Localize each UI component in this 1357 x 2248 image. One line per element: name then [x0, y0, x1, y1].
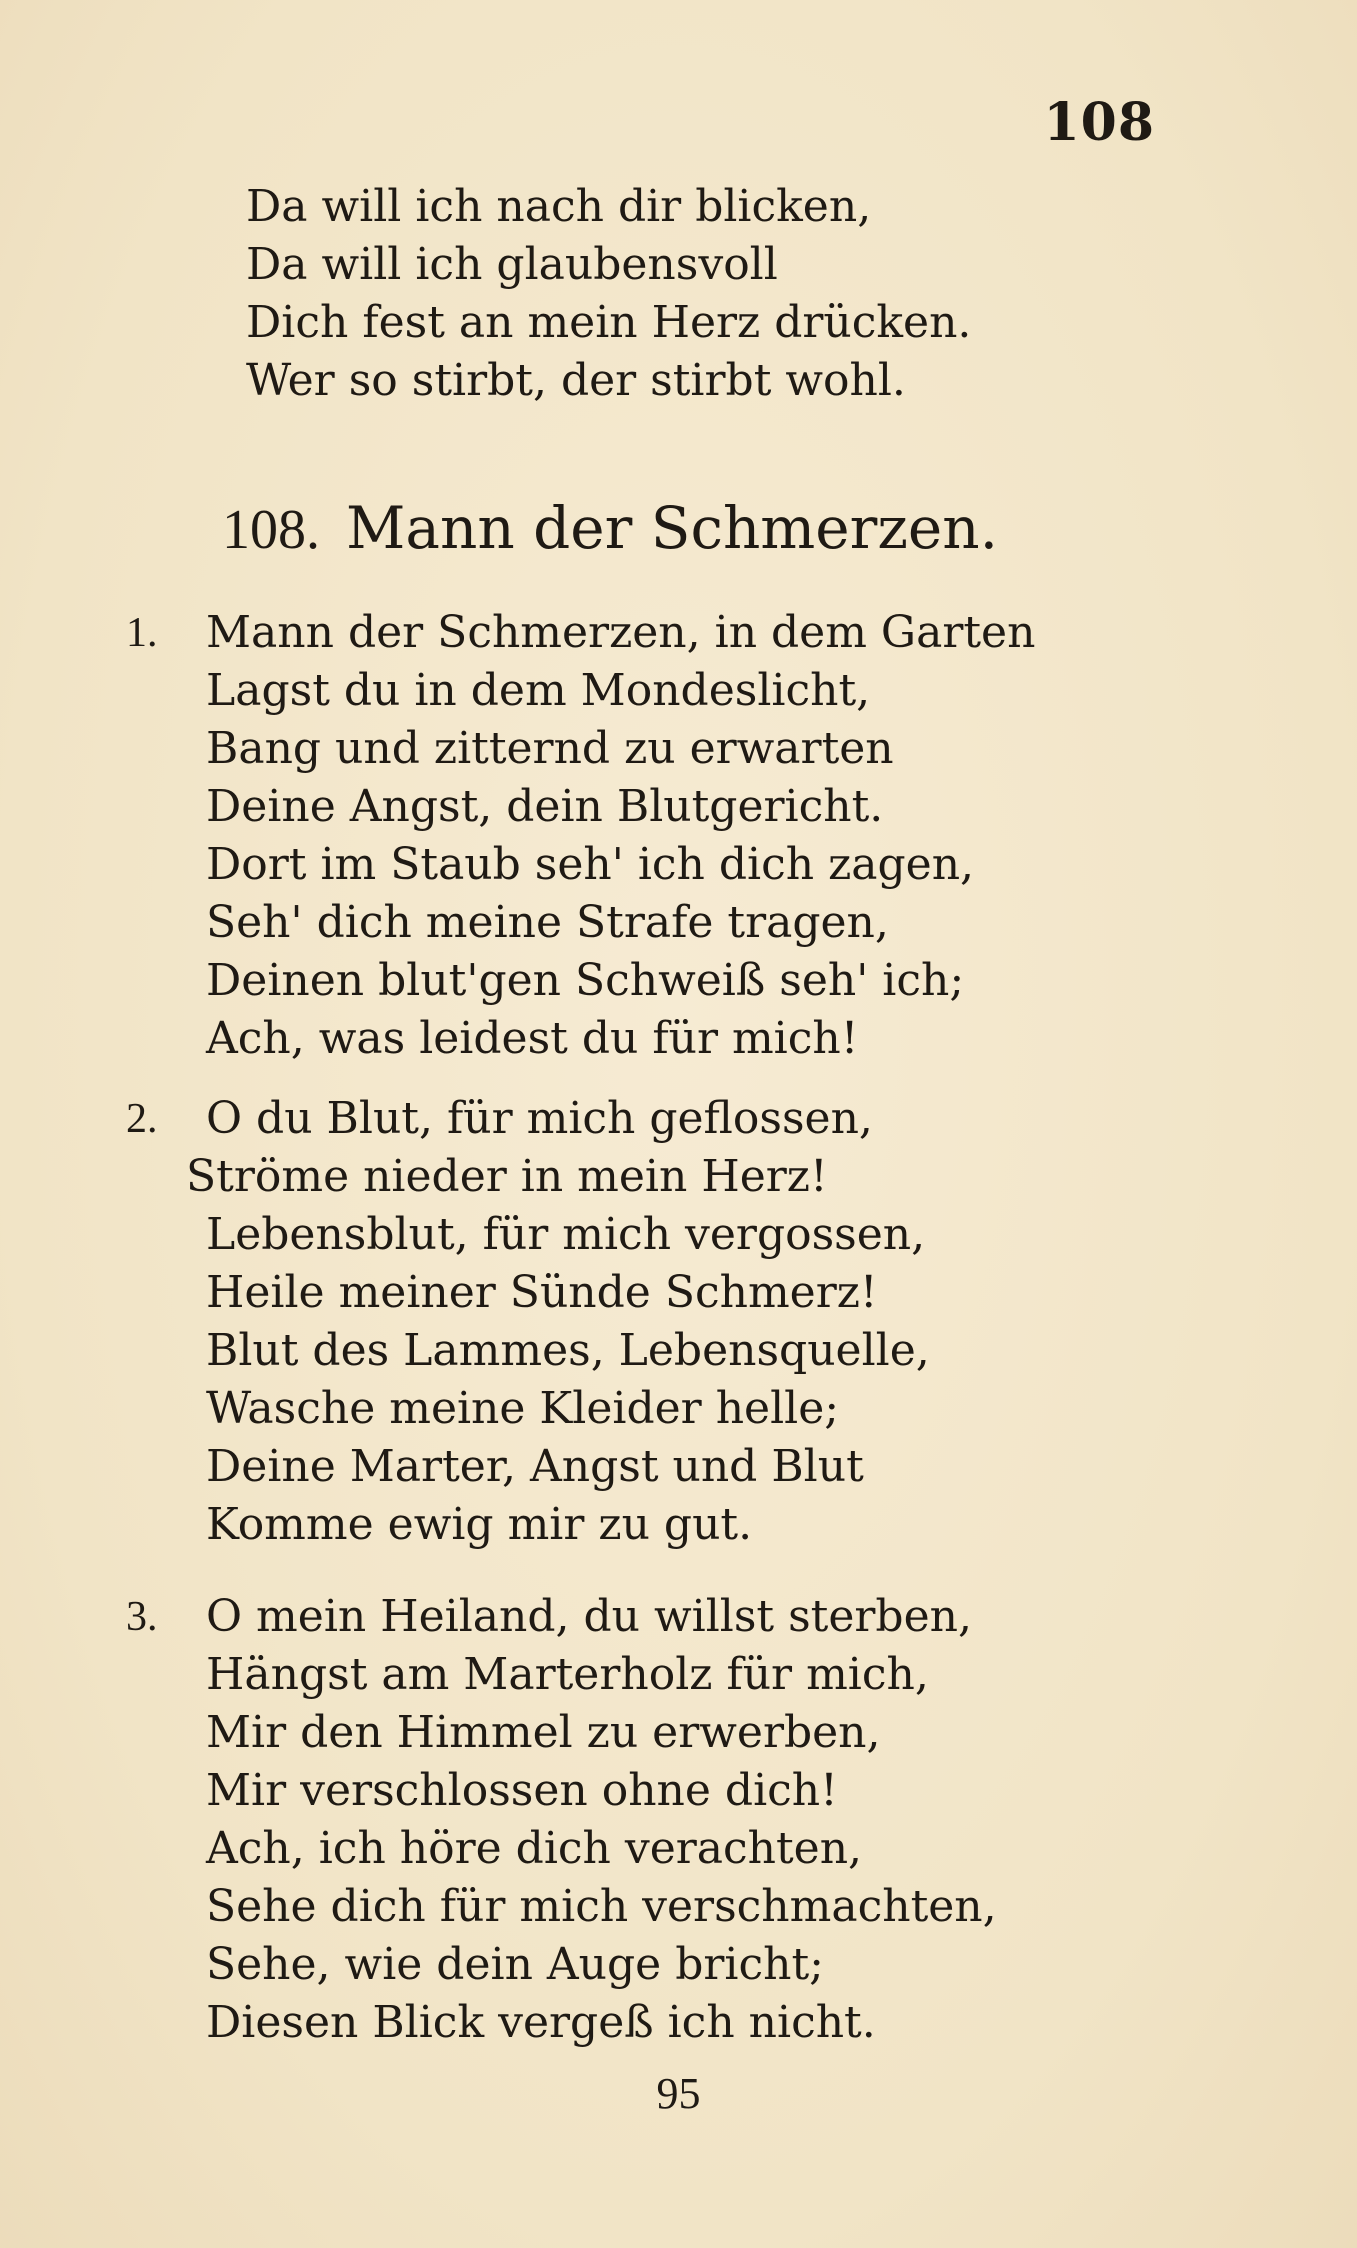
verse-line: Lagst du in dem Mondeslicht,	[206, 665, 871, 716]
verse-line: Ströme nieder in mein Herz!	[186, 1151, 828, 1202]
verse-line: Deine Marter, Angst und Blut	[206, 1441, 864, 1492]
verse-number: 2.	[126, 1096, 158, 1142]
prev-verse-line: Dich fest an mein Herz drücken.	[246, 297, 972, 348]
verse-line: Komme ewig mir zu gut.	[206, 1499, 753, 1550]
verse-line: Mir den Himmel zu erwerben,	[206, 1707, 881, 1758]
verse-number: 1.	[126, 610, 158, 656]
verse-line: Deinen blut'gen Schweiß seh' ich;	[206, 955, 965, 1006]
verse-line: Wasche meine Kleider helle;	[206, 1383, 840, 1434]
page-footer-number: 95	[656, 2069, 701, 2118]
hymn-number: 108.	[222, 499, 320, 561]
prev-verse-line: Da will ich nach dir blicken,	[246, 181, 872, 232]
verse-line: O du Blut, für mich geflossen,	[206, 1093, 873, 1144]
verse-line: Hängst am Marterholz für mich,	[206, 1649, 929, 1700]
verse-line: Seh' dich meine Strafe tragen,	[206, 897, 889, 948]
verse-line: O mein Heiland, du willst sterben,	[206, 1591, 972, 1642]
verse-line: Sehe dich für mich verschmachten,	[206, 1881, 997, 1932]
verse-line: Sehe, wie dein Auge bricht;	[206, 1939, 824, 1990]
verse-line: Ach, was leidest du für mich!	[206, 1013, 859, 1064]
verse-line: Lebensblut, für mich vergossen,	[206, 1209, 926, 1260]
verse-line: Heile meiner Sünde Schmerz!	[206, 1267, 878, 1318]
prev-verse-line: Da will ich glaubensvoll	[246, 239, 778, 290]
verse-line: Diesen Blick vergeß ich nicht.	[206, 1997, 876, 2048]
verse-line: Mann der Schmerzen, in dem Garten	[206, 607, 1036, 658]
hymn-title-text: Mann der Schmerzen.	[346, 494, 999, 562]
page-header-number: 108	[1043, 92, 1155, 153]
hymn-title	[222, 494, 998, 562]
verse-number: 3.	[126, 1594, 158, 1640]
prev-verse-line: Wer so stirbt, der stirbt wohl.	[246, 355, 906, 406]
verse-line: Blut des Lammes, Lebensquelle,	[206, 1325, 930, 1376]
verse-line: Bang und zitternd zu erwarten	[206, 723, 894, 774]
verse-line: Mir verschlossen ohne dich!	[206, 1765, 838, 1816]
verse-line: Ach, ich höre dich verachten,	[206, 1823, 863, 1874]
verse-line: Dort im Staub seh' ich dich zagen,	[206, 839, 975, 890]
verse-line: Deine Angst, dein Blutgericht.	[206, 781, 884, 832]
